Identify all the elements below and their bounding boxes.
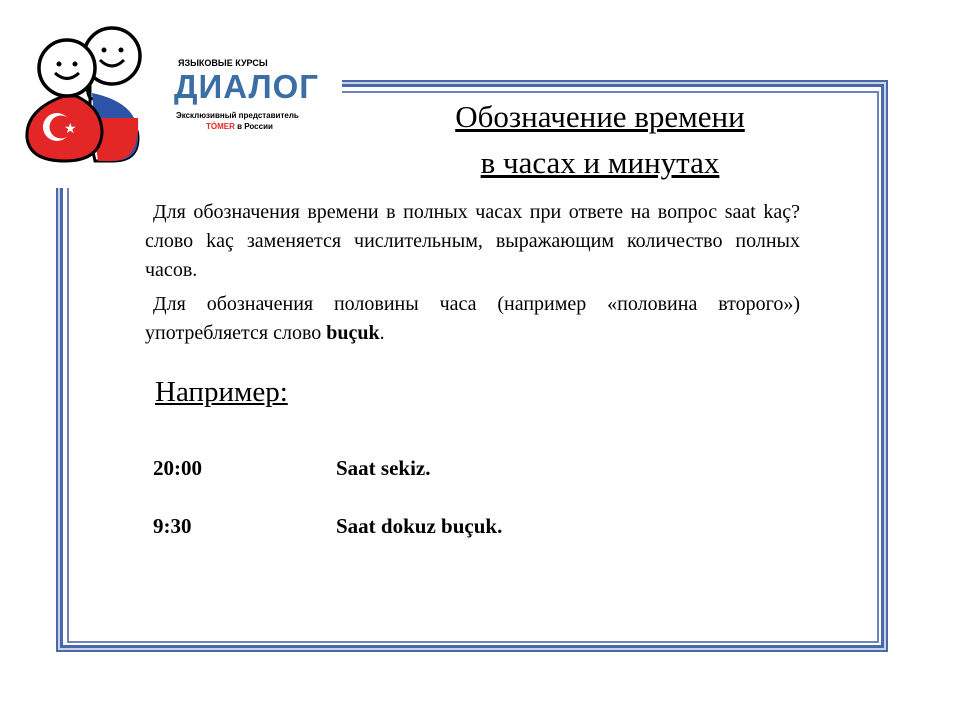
- logo-subtitle: ЯЗЫКОВЫЕ КУРСЫ: [178, 58, 268, 68]
- paragraph-half-hour: [145, 290, 800, 348]
- logo-mascots-icon: [20, 18, 160, 168]
- example-text: Saat dokuz buçuk.: [336, 514, 503, 538]
- paragraph-text: Для обозначения половины часа (например «половина второго») употребляется слово: [145, 293, 800, 344]
- logo-tomer: TÖMER: [206, 122, 235, 131]
- example-time: 9:30: [153, 514, 192, 538]
- svg-text:★: ★: [64, 122, 77, 137]
- bold-word: buçuk: [326, 322, 380, 344]
- example-time: 20:00: [153, 456, 202, 480]
- slide-title: [400, 94, 800, 186]
- paragraph-end: .: [379, 322, 385, 344]
- title-line-2: в часах и минутах: [480, 145, 720, 180]
- title-line-1: Обозначение времени: [455, 99, 745, 134]
- logo-brand: ДИАЛОГ: [174, 68, 319, 105]
- logo: [20, 18, 342, 188]
- example-row: [153, 456, 431, 481]
- logo-tagline: Эксклюзивный представитель: [176, 111, 299, 120]
- logo-russia: в России: [234, 122, 273, 131]
- example-text: Saat sekiz.: [336, 456, 431, 480]
- paragraph-full-hours: Для обозначения времени в полных часах при ответе на вопрос saat kaç? слово kaç заменяется числительным, выражающим количество полных часов.: [145, 201, 800, 281]
- example-row: [153, 514, 502, 539]
- examples-heading: Например:: [155, 376, 288, 408]
